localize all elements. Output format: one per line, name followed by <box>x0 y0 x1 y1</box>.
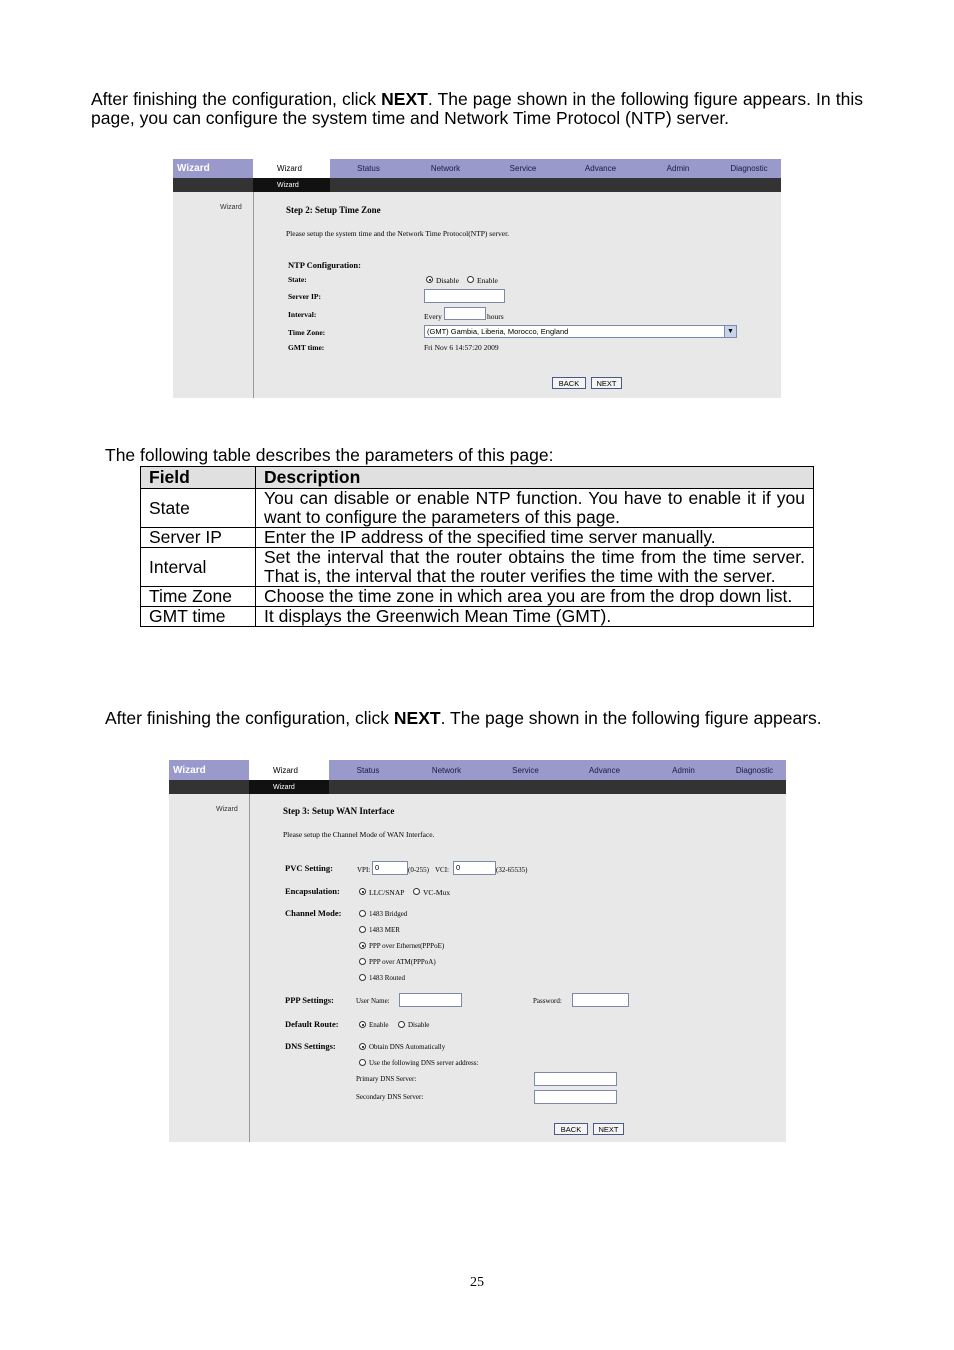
mode-1483-bridged-radio[interactable] <box>359 910 366 917</box>
primary-dns-input[interactable] <box>534 1072 617 1086</box>
password-input[interactable] <box>572 993 629 1007</box>
nav-tab-service[interactable]: Service <box>512 765 539 775</box>
parameters-table <box>140 466 814 627</box>
sub-nav <box>173 178 781 192</box>
route-enable-label: Enable <box>369 1021 389 1029</box>
intro-paragraph-2: After finishing the configuration, click NEXT. The page shown in the following figure appears. <box>105 708 822 728</box>
password-label: Password: <box>533 997 562 1005</box>
table-row <box>141 489 814 528</box>
username-label: User Name: <box>356 997 390 1005</box>
mode-1483-routed-radio[interactable] <box>359 974 366 981</box>
header-description: Description <box>256 467 814 489</box>
time-zone-select[interactable] <box>424 325 737 338</box>
mode-pppoe-radio[interactable] <box>359 942 366 949</box>
time-zone-label: Time Zone: <box>288 328 326 337</box>
sidebar-item-wizard[interactable]: Wizard <box>216 806 238 813</box>
step-title: Step 2: Setup Time Zone <box>286 205 381 215</box>
hours-label: hours <box>487 312 504 321</box>
nav-tab-admin[interactable]: Admin <box>666 164 690 173</box>
gmt-time-label: GMT time: <box>288 343 325 352</box>
mode-label: 1483 Routed <box>369 974 405 982</box>
description-cell: It displays the Greenwich Mean Time (GMT). <box>256 607 814 627</box>
next-emphasis: NEXT <box>393 708 441 728</box>
vpi-range: (0-255) <box>408 866 429 874</box>
back-button[interactable]: BACK <box>552 377 586 389</box>
route-disable-label: Disable <box>408 1021 430 1029</box>
llc-snap-label: LLC/SNAP <box>369 888 405 897</box>
server-ip-label: Server IP: <box>288 292 321 301</box>
username-input[interactable] <box>399 993 462 1007</box>
description-cell: Choose the time zone in which area you are from the drop down list. <box>256 587 814 607</box>
nav-tab-network[interactable]: Network <box>431 765 462 775</box>
nav-tab-status[interactable]: Status <box>356 765 380 775</box>
state-disable-label: Disable <box>436 276 459 285</box>
field-cell: Server IP <box>141 528 256 548</box>
table-header-row <box>141 467 814 489</box>
nav-brand: Wizard <box>169 760 249 780</box>
table-row <box>141 607 814 627</box>
description-cell: Enter the IP address of the specified time server manually. <box>256 528 814 548</box>
state-label: State: <box>288 275 307 284</box>
every-label: Every <box>424 312 442 321</box>
route-enable-radio[interactable] <box>359 1021 366 1028</box>
state-disable-radio[interactable] <box>426 276 433 283</box>
nav-tab-network[interactable]: Network <box>430 164 461 173</box>
vci-input[interactable]: 0 <box>453 861 496 875</box>
sidebar-item-wizard[interactable]: Wizard <box>220 204 242 211</box>
table-row <box>141 528 814 548</box>
nav-tab-wizard[interactable]: Wizard <box>253 159 330 178</box>
next-button[interactable]: NEXT <box>593 1123 624 1135</box>
default-route-label: Default Route: <box>285 1019 339 1029</box>
nav-tab-status[interactable]: Status <box>357 164 380 173</box>
sidebar-divider <box>249 794 250 1142</box>
page-number: 25 <box>470 1275 484 1290</box>
nav-tab-diagnostic[interactable]: Diagnostic <box>735 765 774 775</box>
screenshot-time-zone <box>173 159 781 398</box>
table-intro: The following table describes the parameters of this page: <box>105 445 554 465</box>
next-emphasis: NEXT <box>381 89 428 109</box>
step-description: Please setup the Channel Mode of WAN Interface. <box>283 830 435 839</box>
nav-tab-diagnostic[interactable]: Diagnostic <box>730 164 768 173</box>
field-cell: Time Zone <box>141 587 256 607</box>
ntp-section-title: NTP Configuration: <box>288 260 361 270</box>
field-cell: Interval <box>141 548 256 587</box>
next-button[interactable]: NEXT <box>591 377 622 389</box>
mode-pppoa-radio[interactable] <box>359 958 366 965</box>
time-zone-value: (GMT) Gambia, Liberia, Morocco, England <box>427 327 569 336</box>
header-field: Field <box>141 467 256 489</box>
dns-settings-label: DNS Settings: <box>285 1041 336 1051</box>
secondary-dns-input[interactable] <box>534 1090 617 1104</box>
gmt-time-value: Fri Nov 6 14:57:20 2009 <box>424 343 499 352</box>
pvc-setting-label: PVC Setting: <box>285 863 333 873</box>
mode-label: PPP over ATM(PPPoA) <box>369 958 436 966</box>
top-nav <box>169 760 786 780</box>
vpi-label: VPI: <box>357 866 371 874</box>
back-button[interactable]: BACK <box>554 1123 588 1135</box>
sidebar-divider <box>253 192 254 398</box>
screenshot-wan-interface <box>169 760 786 1142</box>
dns-manual-radio[interactable] <box>359 1059 366 1066</box>
interval-label: Interval: <box>288 310 317 319</box>
nav-tab-advance[interactable]: Advance <box>584 164 617 173</box>
intro-paragraph-1: After finishing the configuration, click NEXT. The page shown in the following figure appears. In this page, you can configure the system time and Network Time Protocol (NTP) server. <box>91 89 863 128</box>
llc-snap-radio[interactable] <box>359 888 366 895</box>
ppp-settings-label: PPP Settings: <box>285 995 334 1005</box>
state-enable-radio[interactable] <box>467 276 474 283</box>
top-nav <box>173 159 781 178</box>
channel-mode-label: Channel Mode: <box>285 908 342 918</box>
mode-1483-mer-radio[interactable] <box>359 926 366 933</box>
table-row <box>141 587 814 607</box>
route-disable-radio[interactable] <box>398 1021 405 1028</box>
vc-mux-radio[interactable] <box>413 888 420 895</box>
vc-mux-label: VC-Mux <box>423 888 451 897</box>
mode-label: 1483 Bridged <box>369 910 408 918</box>
field-cell: State <box>141 489 256 528</box>
description-cell: You can disable or enable NTP function. You have to enable it if you want to configure the parameters of this page. <box>256 489 814 528</box>
interval-input[interactable] <box>444 307 486 320</box>
mode-label: PPP over Ethernet(PPPoE) <box>369 942 445 950</box>
encapsulation-label: Encapsulation: <box>285 886 340 896</box>
sub-nav-wizard[interactable]: Wizard <box>249 780 329 794</box>
chevron-down-icon[interactable]: ▼ <box>724 326 736 337</box>
table-row <box>141 548 814 587</box>
server-ip-input[interactable] <box>424 289 505 303</box>
state-enable-label: Enable <box>477 276 498 285</box>
dns-auto-radio[interactable] <box>359 1043 366 1050</box>
sub-nav-wizard[interactable]: Wizard <box>253 178 330 192</box>
step-description: Please setup the system time and the Network Time Protocol(NTP) server. <box>286 229 510 238</box>
nav-tab-service[interactable]: Service <box>509 164 537 173</box>
vci-label: VCI: <box>435 866 449 874</box>
vpi-input[interactable]: 0 <box>372 861 408 875</box>
field-cell: GMT time <box>141 607 256 627</box>
primary-dns-label: Primary DNS Server: <box>356 1075 417 1083</box>
dns-manual-label: Use the following DNS server address: <box>369 1059 479 1067</box>
nav-tab-advance[interactable]: Advance <box>588 765 621 775</box>
sub-nav <box>169 780 786 794</box>
step-title: Step 3: Setup WAN Interface <box>283 806 395 816</box>
nav-tab-wizard[interactable]: Wizard <box>249 760 329 780</box>
mode-label: 1483 MER <box>369 926 400 934</box>
secondary-dns-label: Secondary DNS Server: <box>356 1093 424 1101</box>
description-cell: Set the interval that the router obtains the time from the time server. That is, the interval that the router verifies the time with the server. <box>256 548 814 587</box>
dns-auto-label: Obtain DNS Automatically <box>369 1043 446 1051</box>
nav-brand: Wizard <box>173 159 253 178</box>
nav-tab-admin[interactable]: Admin <box>672 765 695 775</box>
vci-range: (32-65535) <box>496 866 528 874</box>
